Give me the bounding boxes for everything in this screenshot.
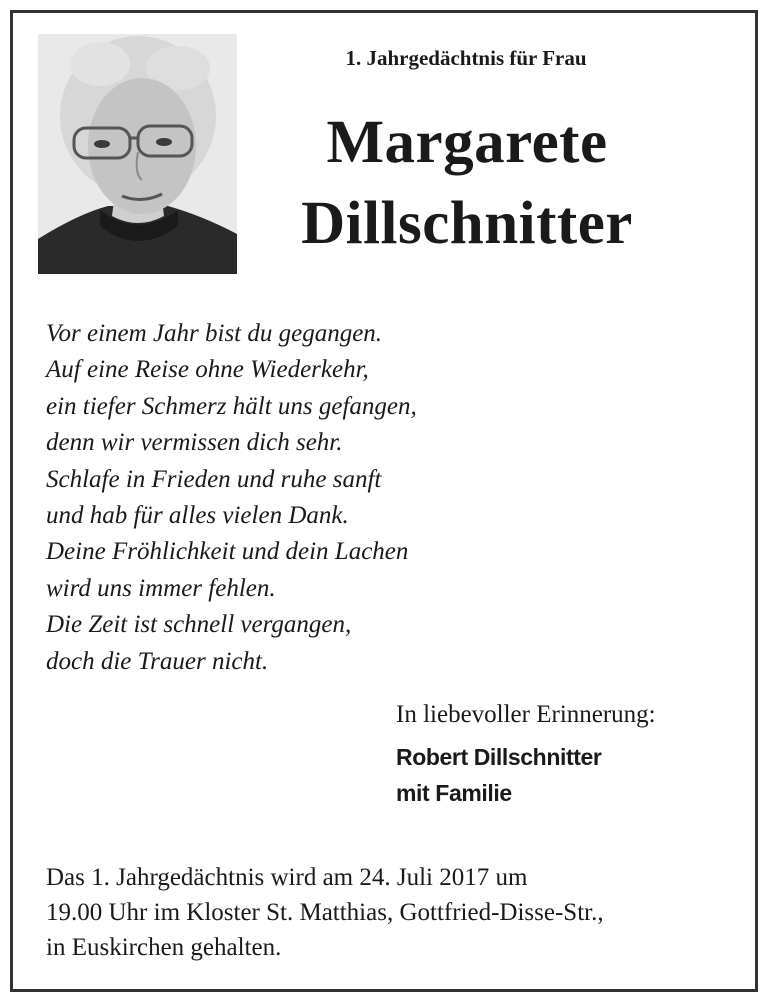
memorial-poem — [46, 316, 417, 680]
poem-line: doch die Trauer nicht. — [46, 647, 269, 675]
poem-line: Auf eine Reise ohne Wiederkehr, — [46, 356, 369, 384]
deceased-first-name: Margarete — [326, 109, 608, 176]
poem-line: ein tiefer Schmerz hält uns gefangen, — [46, 392, 417, 420]
notice-line: 19.00 Uhr im Kloster St. Matthias, Gottfried-Disse-Str., — [46, 899, 604, 926]
poem-line: Vor einem Jahr bist du gegangen. — [46, 320, 383, 347]
notice-line: Das 1. Jahrgedächtnis wird am 24. Juli 2017 um — [46, 864, 528, 891]
poem-line: Schlafe in Frieden und ruhe sanft — [46, 465, 382, 493]
poem-line: Deine Fröhlichkeit und dein Lachen — [46, 538, 409, 566]
poem-line: denn wir vermissen dich sehr. — [46, 429, 343, 457]
notice-line: in Euskirchen gehalten. — [46, 934, 282, 961]
portrait-photo — [38, 34, 237, 274]
poem-line: und hab für alles vielen Dank. — [46, 502, 349, 530]
intro-line: 1. Jahrgedächtnis für Frau — [345, 46, 587, 70]
signer-family: mit Familie — [396, 780, 512, 806]
service-notice — [46, 860, 604, 965]
poem-line: wird uns immer fehlen. — [46, 574, 276, 602]
poem-line: Die Zeit ist schnell vergangen, — [46, 611, 352, 639]
deceased-last-name: Dillschnitter — [301, 190, 633, 257]
remembrance-line: In liebevoller Erinnerung: — [396, 701, 656, 728]
signer-name: Robert Dillschnitter — [396, 744, 602, 770]
